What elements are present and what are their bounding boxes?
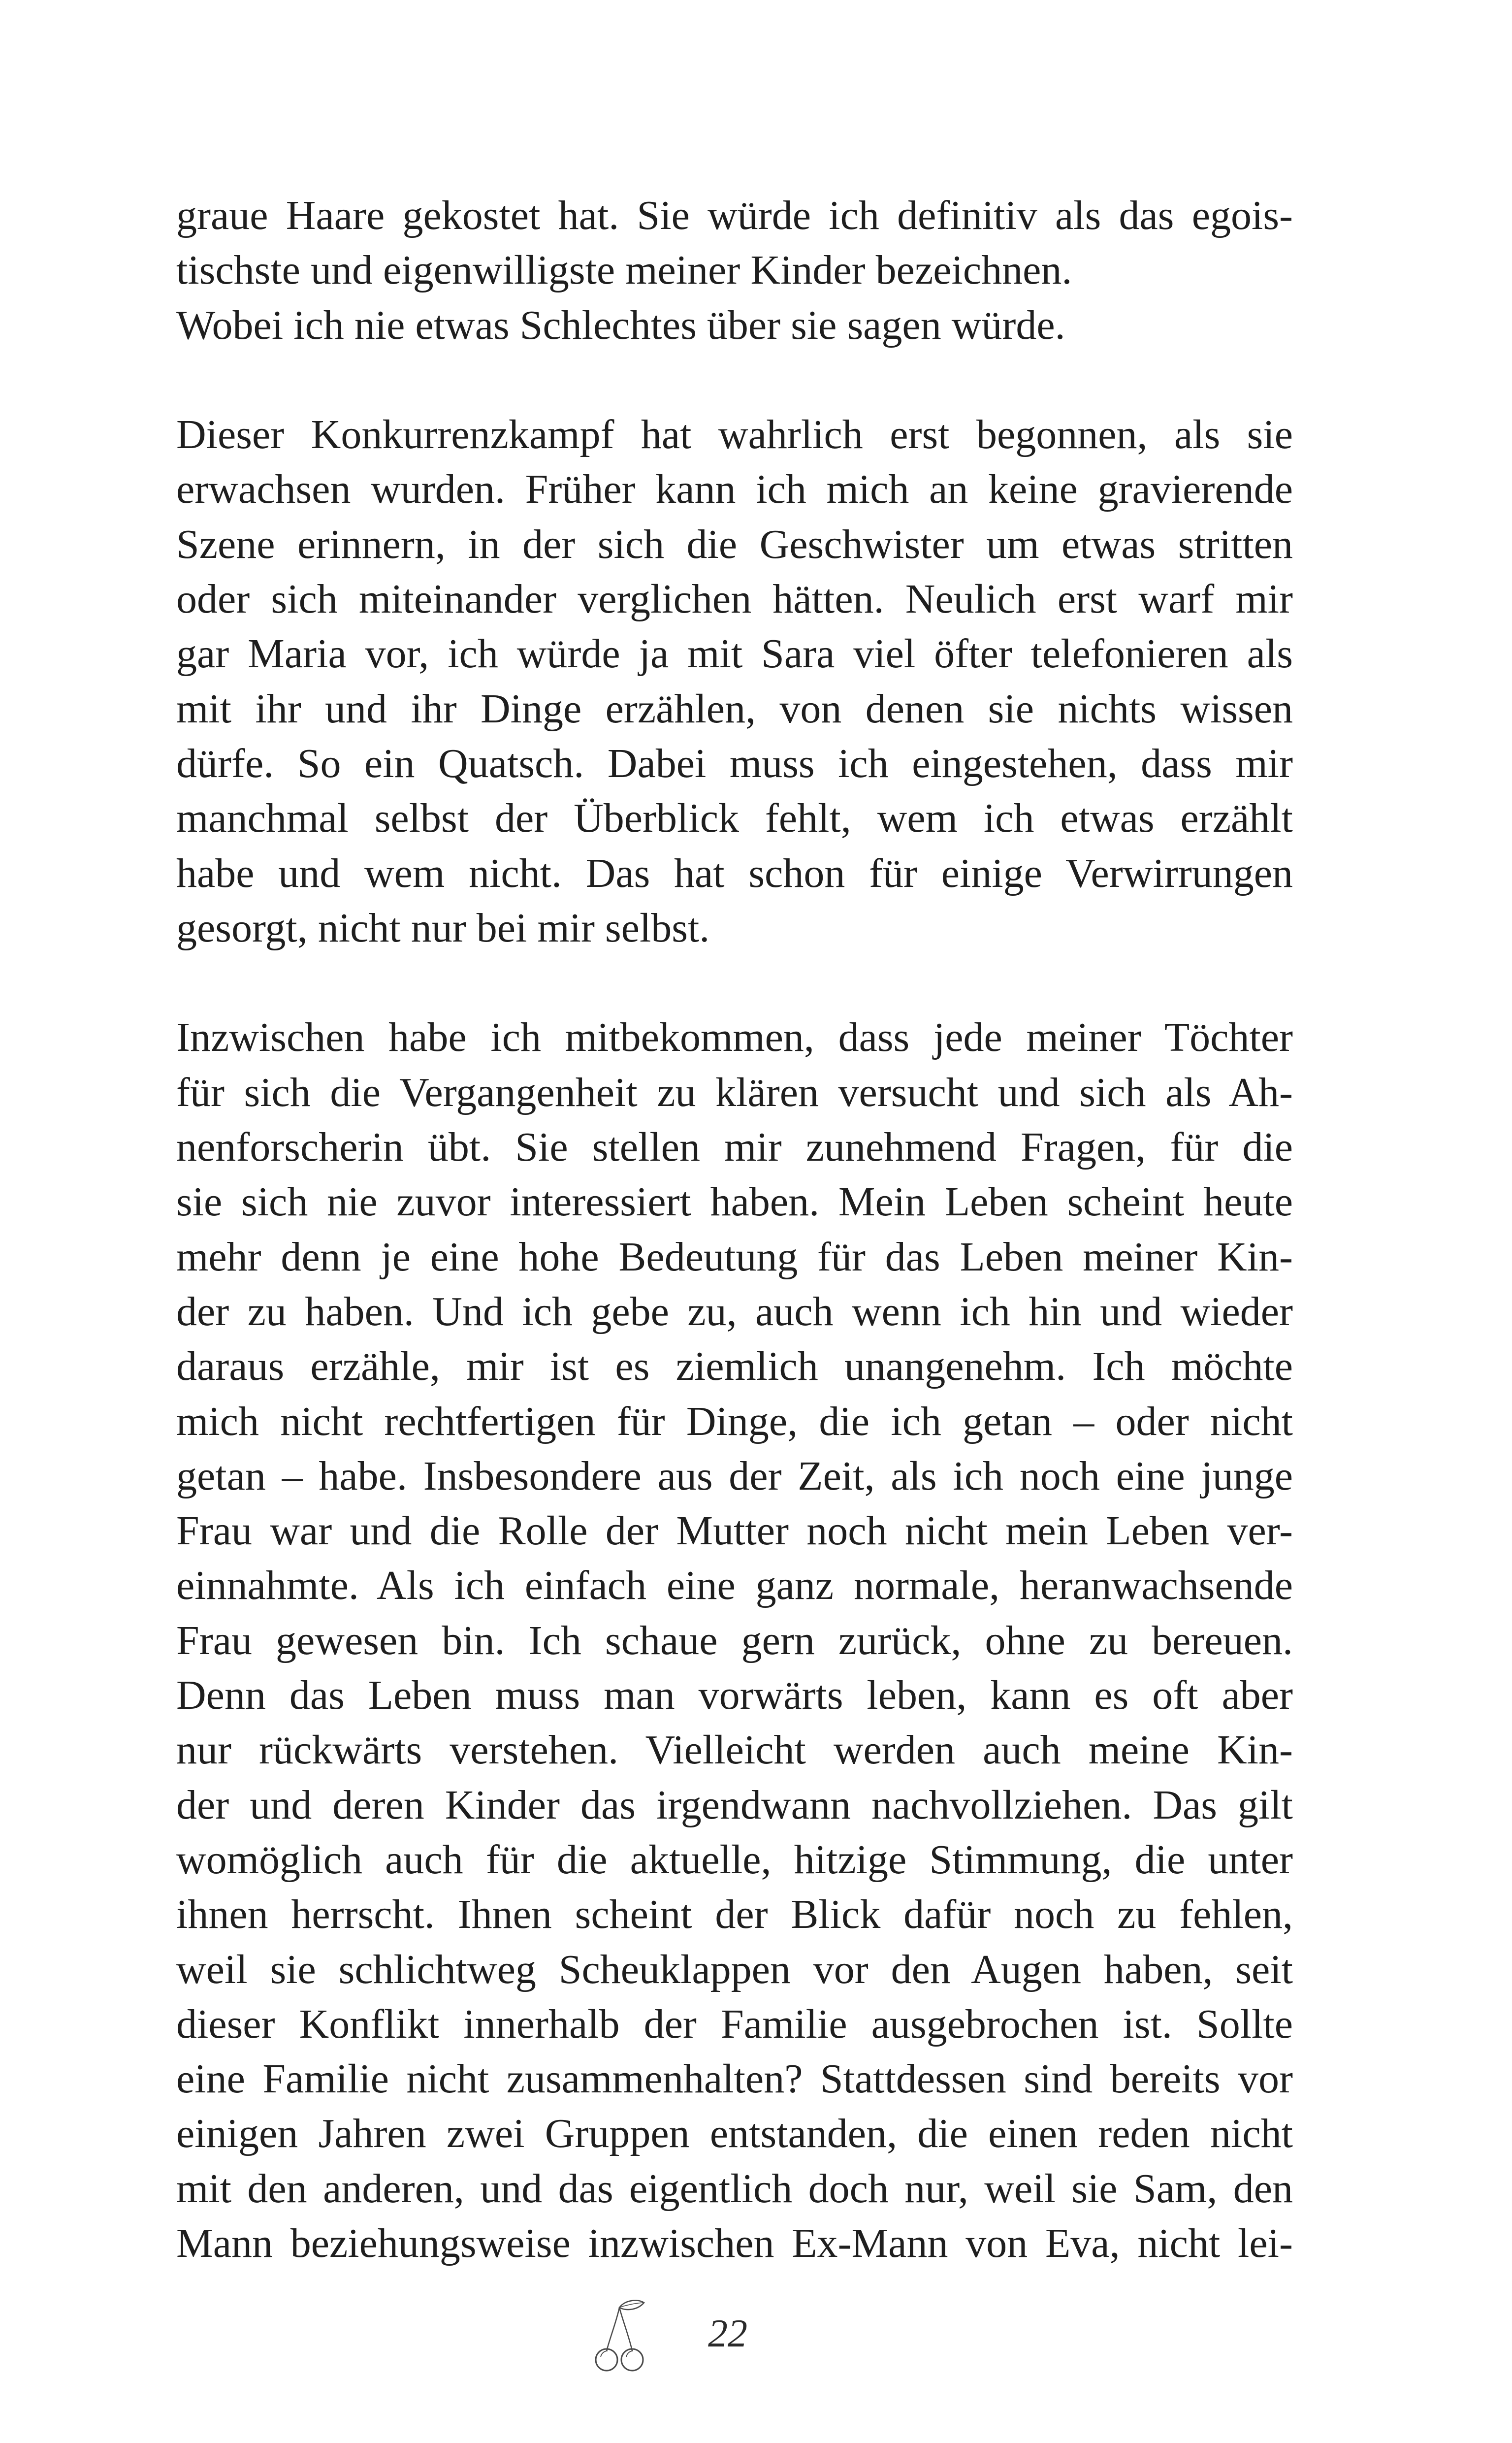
text-line: eine Familie nicht zusammenhalten? Stattdessen sind bereits vor	[176, 2056, 1293, 2102]
text-line: Dieser Konkurrenzkampf hat wahrlich erst begonnen, als sie	[176, 412, 1293, 458]
text-line: tischste und eigenwilligste meiner Kinder bezeichnen.	[176, 247, 1072, 293]
page-number: 22	[708, 2312, 747, 2355]
text-line: Denn das Leben muss man vorwärts leben, kann es oft aber	[176, 1672, 1293, 1719]
text-line: sie sich nie zuvor interessiert haben. Mein Leben scheint heute	[176, 1179, 1293, 1225]
text-line: weil sie schlichtweg Scheuklappen vor den Augen haben, seit	[176, 1946, 1293, 1992]
text-line: manchmal selbst der Überblick fehlt, wem ich etwas erzählt	[176, 795, 1293, 842]
text-line: Wobei ich nie etwas Schlechtes über sie sagen würde.	[176, 302, 1065, 348]
text-line: habe und wem nicht. Das hat schon für einige Verwirrungen	[176, 850, 1293, 896]
body-text	[176, 188, 1293, 2271]
text-line: Frau gewesen bin. Ich schaue gern zurück, ohne zu bereuen.	[176, 1617, 1293, 1663]
text-line: getan – habe. Insbesondere aus der Zeit, als ich noch eine junge	[176, 1453, 1293, 1499]
text-line: einnahmte. Als ich einfach eine ganz normale, heranwachsende	[176, 1563, 1293, 1609]
text-line: Szene erinnern, in der sich die Geschwister um etwas stritten	[176, 521, 1293, 567]
text-line: gesorgt, nicht nur bei mir selbst.	[176, 905, 710, 951]
text-line: Mann beziehungsweise inzwischen Ex-Mann von Eva, nicht lei-	[176, 2220, 1293, 2266]
text-line: einigen Jahren zwei Gruppen entstanden, die einen reden nicht	[176, 2111, 1293, 2157]
text-line: mit ihr und ihr Dinge erzählen, von denen sie nichts wissen	[176, 685, 1293, 732]
text-line: für sich die Vergangenheit zu klären versucht und sich als Ah-	[176, 1069, 1293, 1115]
paragraph-gap	[176, 353, 1293, 407]
page-footer	[0, 2265, 1512, 2364]
text-line: nur rückwärts verstehen. Vielleicht werden auch meine Kin-	[176, 1727, 1293, 1773]
text-line: mit den anderen, und das eigentlich doch nur, weil sie Sam, den	[176, 2165, 1293, 2212]
text-line: der zu haben. Und ich gebe zu, auch wenn ich hin und wieder	[176, 1288, 1293, 1335]
cherry-icon	[589, 2297, 653, 2376]
text-line: oder sich miteinander verglichen hätten. Neulich erst warf mir	[176, 576, 1293, 622]
text-line: daraus erzähle, mir ist es ziemlich unangenehm. Ich möchte	[176, 1343, 1293, 1390]
text-line: der und deren Kinder das irgendwann nachvollziehen. Das gilt	[176, 1782, 1293, 1828]
text-line: mich nicht rechtfertigen für Dinge, die ich getan – oder nicht	[176, 1398, 1293, 1444]
text-line: dürfe. So ein Quatsch. Dabei muss ich eingestehen, dass mir	[176, 740, 1293, 786]
text-line: Frau war und die Rolle der Mutter noch nicht mein Leben ver-	[176, 1508, 1293, 1554]
text-line: gar Maria vor, ich würde ja mit Sara viel öfter telefonieren als	[176, 631, 1293, 677]
text-line: nenforscherin übt. Sie stellen mir zunehmend Fragen, für die	[176, 1124, 1293, 1171]
paragraph-gap	[176, 955, 1293, 1010]
text-line: dieser Konflikt innerhalb der Familie ausgebrochen ist. Sollte	[176, 2001, 1293, 2047]
text-line: mehr denn je eine hohe Bedeutung für das Leben meiner Kin-	[176, 1234, 1293, 1280]
text-line: erwachsen wurden. Früher kann ich mich an keine gravierende	[176, 466, 1293, 513]
text-line: graue Haare gekostet hat. Sie würde ich definitiv als das egois-	[176, 193, 1293, 238]
text-line: ihnen herrscht. Ihnen scheint der Blick dafür noch zu fehlen,	[176, 1891, 1293, 1938]
text-line: womöglich auch für die aktuelle, hitzige Stimmung, die unter	[176, 1836, 1293, 1883]
text-line: Inzwischen habe ich mitbekommen, dass jede meiner Töchter	[176, 1014, 1293, 1061]
